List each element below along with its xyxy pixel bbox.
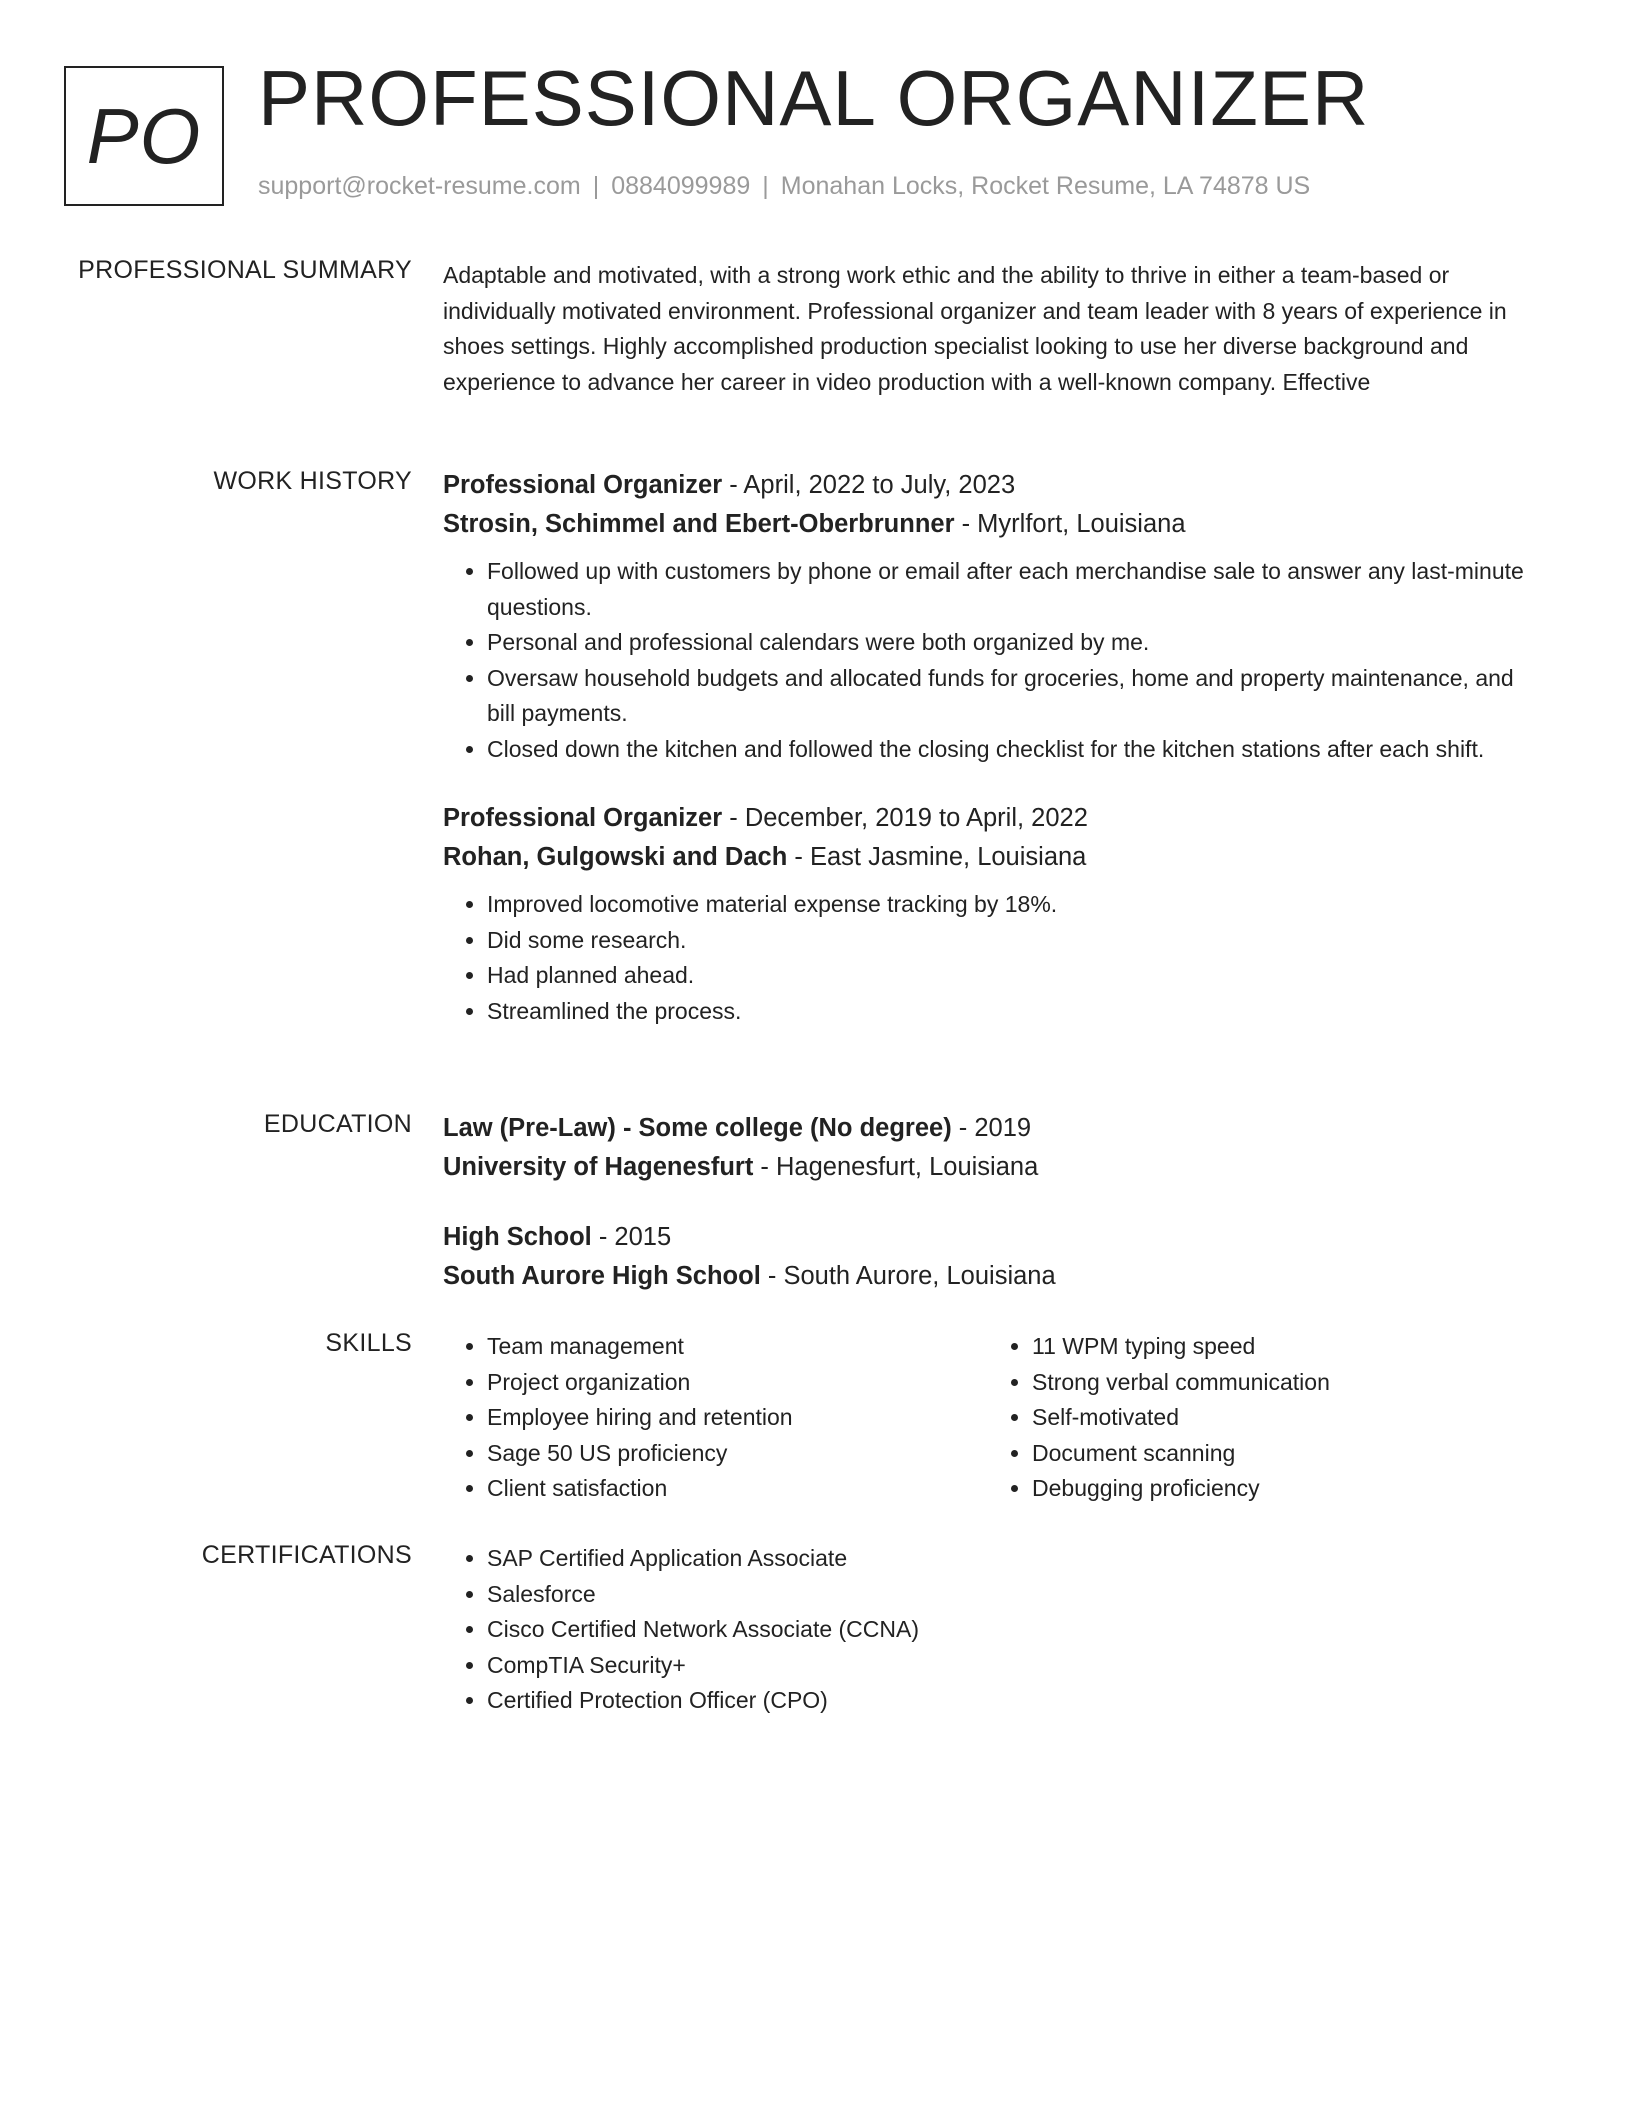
- certification-item: • CompTIA Security+: [487, 1648, 1543, 1684]
- education-location: - Hagenesfurt, Louisiana: [753, 1153, 1039, 1181]
- education-school-line: [443, 1257, 1543, 1296]
- job-bullet: • Had planned ahead.: [487, 958, 1543, 994]
- job-location: - Myrlfort, Louisiana: [954, 510, 1186, 538]
- education-entry: [443, 1109, 1543, 1187]
- job-bullets: [443, 887, 1543, 1029]
- education-degree: Law (Pre-Law) - Some college (No degree): [443, 1114, 952, 1142]
- job-company: Strosin, Schimmel and Ebert-Oberbrunner: [443, 510, 955, 538]
- contact-line: [258, 172, 1310, 201]
- skills-columns: [443, 1329, 1543, 1507]
- education-school-line: [443, 1148, 1543, 1187]
- section-label-education: EDUCATION: [263, 1110, 412, 1138]
- summary-text: Adaptable and motivated, with a strong work ethic and the ability to thrive in either a team-based or individually motivated environment. Professional organizer and team leader with 8 years of experience in shoes settings. Highly accomplished production specialist looking to use her diverse background and experience to advance her career in video production with a well-known company. Effective: [443, 262, 1507, 395]
- job-dates: - April, 2022 to July, 2023: [722, 471, 1016, 499]
- certification-item: • Certified Protection Officer (CPO): [487, 1683, 1543, 1719]
- job-bullet: • Improved locomotive material expense tracking by 18%.: [487, 887, 1543, 923]
- job-dates: - December, 2019 to April, 2022: [722, 804, 1088, 832]
- job-company-line: [443, 505, 1543, 544]
- education-year: - 2019: [951, 1114, 1032, 1142]
- section-label-work-history: WORK HISTORY: [213, 467, 412, 495]
- job-bullet: • Followed up with customers by phone or email after each merchandise sale to answer any last-minute questions.: [487, 554, 1543, 625]
- skill-item: • Employee hiring and retention: [487, 1400, 988, 1436]
- job-bullet: • Streamlined the process.: [487, 994, 1543, 1030]
- skill-item: • Sage 50 US proficiency: [487, 1436, 988, 1472]
- job-bullets: [443, 554, 1543, 767]
- section-label-skills: SKILLS: [325, 1329, 412, 1357]
- contact-separator: |: [592, 172, 600, 200]
- certification-item: • Salesforce: [487, 1577, 1543, 1613]
- job-bullet: • Did some research.: [487, 923, 1543, 959]
- job-title: Professional Organizer: [443, 804, 723, 832]
- job-title-line: [443, 466, 1543, 505]
- job-bullet: • Personal and professional calendars were both organized by me.: [487, 625, 1543, 661]
- candidate-name: PROFESSIONAL ORGANIZER: [258, 54, 1370, 142]
- contact-address: Monahan Locks, Rocket Resume, LA 74878 US: [780, 172, 1311, 200]
- skill-item: • Self-motivated: [1032, 1400, 1533, 1436]
- education-school: University of Hagenesfurt: [443, 1153, 754, 1181]
- skill-item: • Team management: [487, 1329, 988, 1365]
- skill-item: • Project organization: [487, 1365, 988, 1401]
- skills-list-right: [988, 1329, 1533, 1507]
- job-entry: [443, 799, 1543, 1029]
- certifications-body: [443, 1541, 1543, 1719]
- education-year: - 2015: [591, 1223, 672, 1251]
- contact-email: support@rocket-resume.com: [258, 172, 581, 200]
- skill-item: • Client satisfaction: [487, 1471, 988, 1507]
- skills-body: [443, 1329, 1543, 1507]
- certifications-list: [443, 1541, 1543, 1719]
- job-location: - East Jasmine, Louisiana: [787, 843, 1087, 871]
- job-bullet: • Oversaw household budgets and allocated funds for groceries, home and property maintenance, and bill payments.: [487, 661, 1543, 732]
- certification-item: • SAP Certified Application Associate: [487, 1541, 1543, 1577]
- job-entry: [443, 466, 1543, 767]
- education-school: South Aurore High School: [443, 1262, 761, 1290]
- skill-item: • Document scanning: [1032, 1436, 1533, 1472]
- education-location: - South Aurore, Louisiana: [760, 1262, 1056, 1290]
- education-degree-line: [443, 1218, 1543, 1257]
- job-title: Professional Organizer: [443, 471, 723, 499]
- job-bullet: • Closed down the kitchen and followed the closing checklist for the kitchen stations after each shift.: [487, 732, 1543, 768]
- certification-item: • Cisco Certified Network Associate (CCNA): [487, 1612, 1543, 1648]
- job-title-line: [443, 799, 1543, 838]
- education-entry: [443, 1218, 1543, 1296]
- section-label-summary: PROFESSIONAL SUMMARY: [78, 256, 412, 284]
- education-degree-line: [443, 1109, 1543, 1148]
- monogram-initials: PO: [86, 91, 202, 180]
- skill-item: • 11 WPM typing speed: [1032, 1329, 1533, 1365]
- job-company-line: [443, 838, 1543, 877]
- job-company: Rohan, Gulgowski and Dach: [443, 843, 788, 871]
- work-history-body: [443, 466, 1543, 1029]
- monogram-box: [64, 66, 224, 206]
- skill-item: • Strong verbal communication: [1032, 1365, 1533, 1401]
- contact-phone: 0884099989: [611, 172, 751, 200]
- education-degree: High School: [443, 1223, 592, 1251]
- skills-list-left: [443, 1329, 988, 1507]
- contact-separator: |: [762, 172, 769, 200]
- education-body: [443, 1109, 1543, 1296]
- skill-item: • Debugging proficiency: [1032, 1471, 1533, 1507]
- section-label-certifications: CERTIFICATIONS: [201, 1541, 412, 1569]
